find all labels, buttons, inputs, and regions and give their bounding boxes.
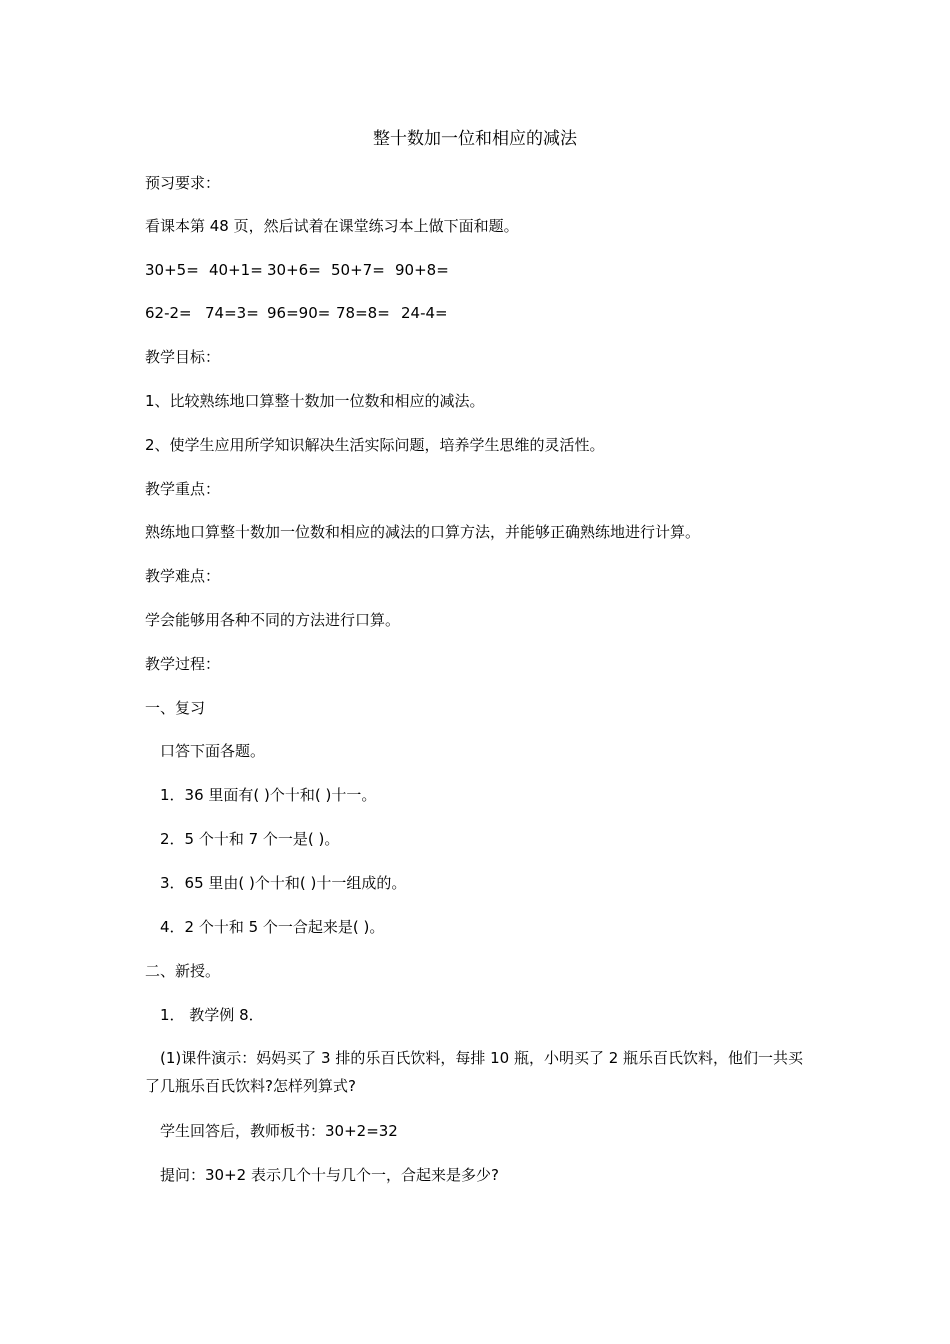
addition-exercise: 90+8= [395,261,449,279]
key-point-text: 熟练地口算整十数加一位数和相应的减法的口算方法，并能够正确熟练地进行计算。 [145,523,701,541]
subtraction-exercise: 74=3= [205,304,259,322]
difficulty-heading: 教学难点： [145,567,221,585]
process-heading: 教学过程： [145,655,221,673]
addition-exercise: 40+1= [209,261,263,279]
review-item: 3．65 里由( )个十和( )十一组成的。 [160,874,407,892]
goals-heading: 教学目标： [145,348,221,366]
addition-exercise-row [145,259,815,281]
addition-exercise: 30+5= [145,261,199,279]
goal-item: 2、使学生应用所学知识解决生活实际问题，培养学生思维的灵活性。 [145,436,605,454]
question-text: 提问：30+2 表示几个十与几个一，合起来是多少? [160,1166,499,1184]
review-item: 1．36 里面有( )个十和( )十一。 [160,786,377,804]
subtraction-exercise: 96=90= [267,304,331,322]
difficulty-text: 学会能够用各种不同的方法进行口算。 [145,611,401,629]
review-item: 2．5 个十和 7 个一是( )。 [160,830,340,848]
review-item: 4．2 个十和 5 个一合起来是( )。 [160,918,385,936]
review-heading: 一、复习 [145,699,206,717]
subtraction-exercise: 62-2= [145,304,192,322]
board-text: 学生回答后，教师板书：30+2=32 [160,1122,398,1140]
goal-item: 1、比较熟练地口算整十数加一位数和相应的减法。 [145,392,485,410]
new-lesson-heading: 二、新授。 [145,962,221,980]
addition-exercise: 50+7= [331,261,385,279]
subtraction-exercise: 24-4= [401,304,448,322]
subtraction-exercise-row [145,302,815,324]
document-title: 整十数加一位和相应的减法 [373,129,577,149]
demo-paragraph: (1)课件演示：妈妈买了 3 排的乐百氏饮料，每排 10 瓶，小明买了 2 瓶乐百氏饮料，他们一共买了几瓶乐百氏饮料?怎样列算式? [145,1049,804,1095]
subtraction-exercise: 78=8= [336,304,390,322]
preview-text: 看课本第 48 页，然后试着在课堂练习本上做下面和题。 [145,217,519,235]
key-point-heading: 教学重点： [145,480,221,498]
example-heading: 1． 教学例 8． [160,1006,264,1024]
preview-heading: 预习要求： [145,174,221,192]
review-intro: 口答下面各题。 [160,742,266,760]
addition-exercise: 30+6= [267,261,321,279]
